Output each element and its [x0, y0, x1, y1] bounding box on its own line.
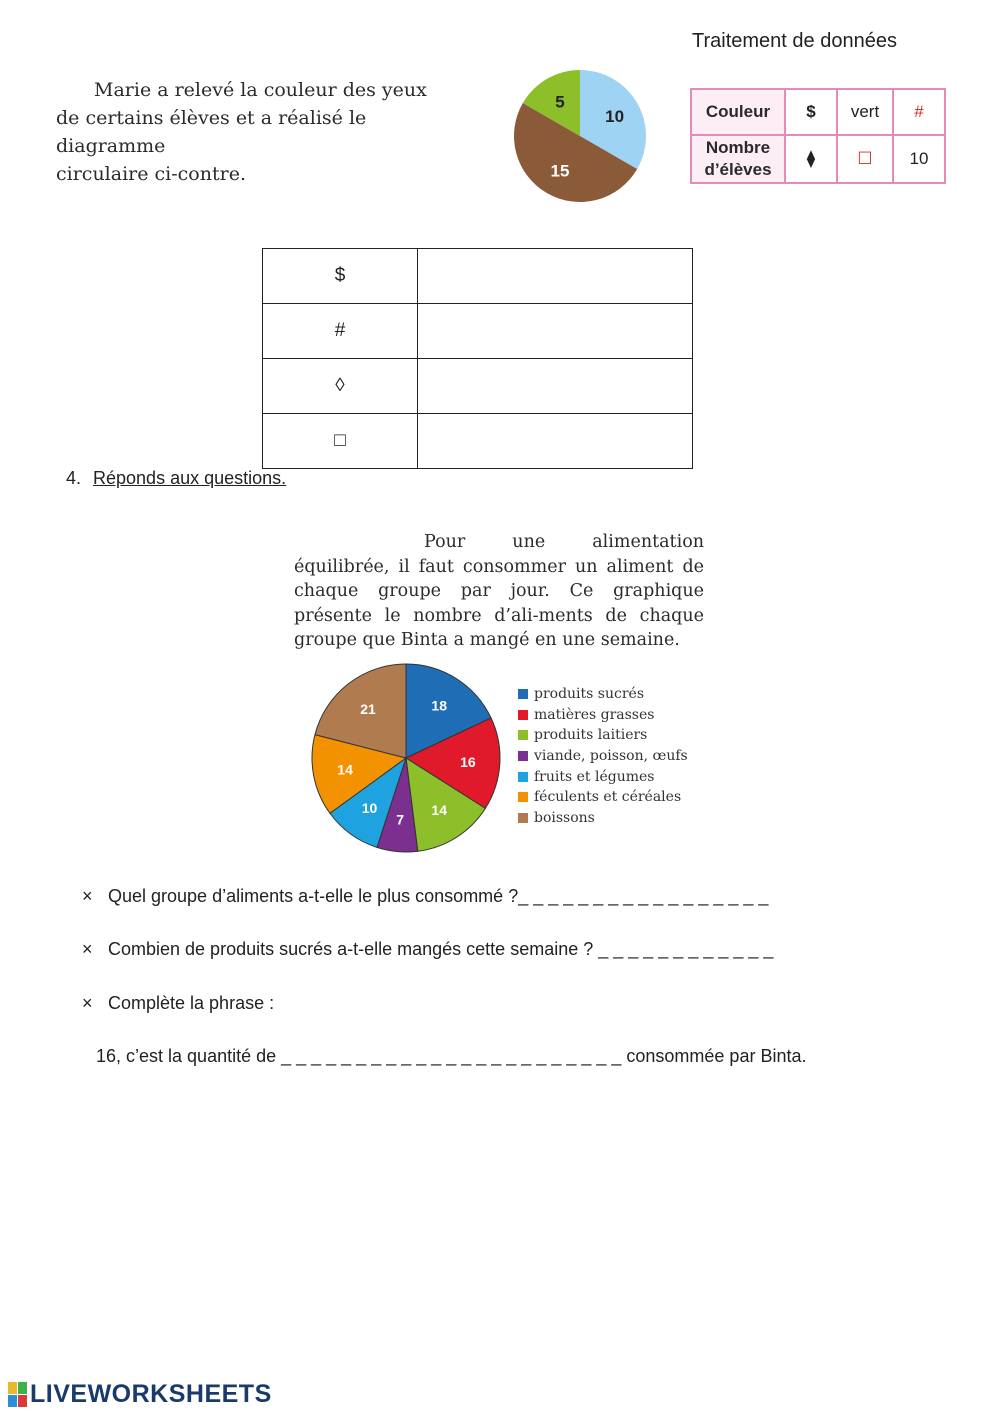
legend-swatch	[518, 710, 528, 720]
fill-in-sentence[interactable]: 16, c’est la quantité de _ _ _ _ _ _ _ _ _ _ _ _ _ _ _ _ _ _ _ _ _ _ _ consommée par Binta.	[96, 1046, 807, 1066]
answer-symbol: ◊	[263, 359, 418, 414]
answer-symbol: □	[263, 414, 418, 469]
exercise4-intro	[294, 530, 704, 653]
legend-label: féculents et céréales	[534, 789, 682, 806]
intro-line-1: Marie a relevé la couleur des yeux	[94, 79, 427, 101]
food-legend	[518, 684, 688, 828]
logo-text: LIVEWORKSHEETS	[30, 1380, 272, 1408]
legend-swatch	[518, 751, 528, 761]
logo-blocks-icon	[8, 1382, 27, 1407]
question-marker: ×	[82, 939, 93, 959]
exercise-instruction: Réponds aux questions.	[93, 468, 287, 488]
food-pie-label-7: 21	[360, 700, 376, 717]
table-cell-hash: #	[893, 89, 945, 135]
answer-symbol: #	[263, 304, 418, 359]
legend-label: produits laitiers	[534, 727, 648, 744]
answer-symbol: $	[263, 249, 418, 304]
question-1	[82, 886, 768, 907]
legend-label: produits sucrés	[534, 686, 645, 703]
legend-label: fruits et légumes	[534, 768, 655, 785]
legend-item	[518, 808, 688, 829]
exercise3-intro	[56, 76, 476, 188]
food-pie-label-3: 14	[431, 802, 448, 819]
legend-swatch	[518, 772, 528, 782]
food-pie-label-4: 7	[396, 811, 405, 828]
food-pie-label-5: 10	[361, 800, 378, 817]
food-pie-label-2: 16	[460, 753, 476, 770]
question-3	[82, 993, 274, 1014]
legend-item	[518, 684, 688, 705]
nombre-label: Nombre	[705, 138, 771, 157]
legend-item	[518, 787, 688, 808]
food-pie-label-1: 18	[431, 697, 448, 714]
table-cell-vert: vert	[837, 89, 893, 135]
food-pie-label-6: 14	[337, 761, 353, 778]
intro-line-2: de certains élèves et a réalisé le diagramme	[56, 107, 367, 157]
legend-item	[518, 746, 688, 767]
intro-line-3: circulaire ci-contre.	[56, 163, 246, 185]
question-marker: ×	[82, 993, 93, 1013]
answer-input-hash[interactable]	[418, 304, 693, 359]
answer-input-diamond[interactable]	[418, 359, 693, 414]
eye-pie-label-1: 10	[605, 106, 625, 126]
question-2	[82, 939, 773, 960]
legend-swatch	[518, 689, 528, 699]
food-groups-pie-chart	[310, 662, 502, 854]
eleves-label: d’élèves	[704, 160, 772, 179]
legend-item	[518, 725, 688, 746]
answer-input-dollar[interactable]	[418, 249, 693, 304]
eye-pie-label-3: 5	[555, 92, 565, 112]
question-text[interactable]: Quel groupe d’aliments a-t-elle le plus consommé ?_ _ _ _ _ _ _ _ _ _ _ _ _ _ _ _ _	[108, 886, 769, 906]
exercise-number: 4.	[66, 468, 82, 488]
legend-label: viande, poisson, œufs	[534, 748, 688, 765]
legend-swatch	[518, 730, 528, 740]
eye-pie-label-2: 15	[550, 161, 570, 181]
eye-color-table	[690, 88, 946, 184]
page-title: Traitement de données	[692, 30, 897, 52]
eye-color-pie-chart	[512, 68, 648, 204]
legend-label: matières grasses	[534, 706, 655, 723]
question-marker: ×	[82, 886, 93, 906]
table-header-nombre	[691, 135, 785, 183]
question-text[interactable]: Combien de produits sucrés a-t-elle mangés cette semaine ? _ _ _ _ _ _ _ _ _ _ _ _	[108, 939, 774, 959]
answer-row	[263, 304, 693, 359]
answer-row	[263, 414, 693, 469]
question-text: Complète la phrase :	[108, 993, 275, 1013]
answer-input-square[interactable]	[418, 414, 693, 469]
legend-swatch	[518, 813, 528, 823]
legend-label: boissons	[534, 809, 595, 826]
table-cell-square: ☐	[837, 135, 893, 183]
legend-item	[518, 766, 688, 787]
legend-swatch	[518, 792, 528, 802]
table-cell-ten: 10	[893, 135, 945, 183]
exercise4-heading	[66, 468, 286, 489]
answer-row	[263, 249, 693, 304]
liveworksheets-logo	[8, 1380, 272, 1409]
legend-item	[518, 705, 688, 726]
exercise4-intro-text: Pour une alimentation équilibrée, il faut consommer un aliment de chaque groupe par jour. Ce graphique présente le nombre d’ali-ments de chaque groupe que Binta a mangé en une semaine.	[294, 532, 704, 650]
table-cell-diamond: ⧫	[785, 135, 837, 183]
answer-row	[263, 359, 693, 414]
table-header-couleur: Couleur	[691, 89, 785, 135]
answer-table	[262, 248, 693, 469]
table-cell-dollar: $	[785, 89, 837, 135]
